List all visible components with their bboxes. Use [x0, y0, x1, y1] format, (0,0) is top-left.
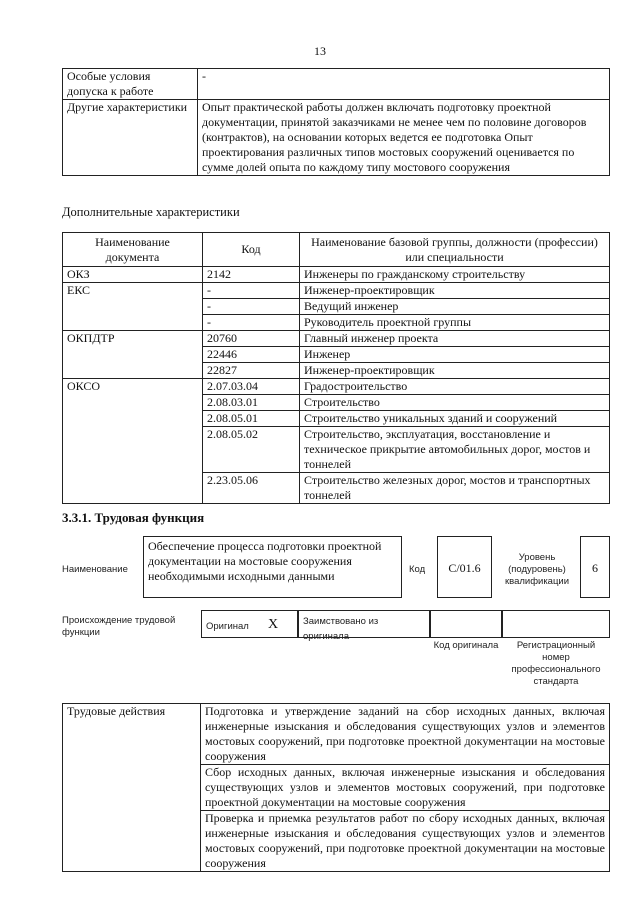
name-cell: Строительство [300, 395, 610, 411]
name-cell: Строительство железных дорог, мостов и транспортных тоннелей [300, 473, 610, 504]
code-cell: 22446 [203, 347, 300, 363]
table-header-row [63, 233, 610, 267]
code-cell: 2.08.05.01 [203, 411, 300, 427]
name-cell: Инженер-проектировщик [300, 283, 610, 299]
code-cell: 2.08.03.01 [203, 395, 300, 411]
reg-number-box [502, 610, 610, 638]
borrowed-label: Заимствовано из оригинала [303, 616, 379, 642]
code-original-label: Код оригинала [433, 640, 499, 651]
name-cell: Главный инженер проекта [300, 331, 610, 347]
section-title: Дополнительные характеристики [62, 205, 240, 219]
name-label: Наименование [62, 564, 128, 575]
name-cell: Строительство, эксплуатация, восстановление и техническое прикрытие автомобильных дорог, мостов и тоннелей [300, 427, 610, 473]
code-cell: 2.07.03.04 [203, 379, 300, 395]
additional-table [62, 232, 610, 504]
code-cell: 2.08.05.02 [203, 427, 300, 473]
name-cell: Ведущий инженер [300, 299, 610, 315]
name-cell: Инженер-проектировщик [300, 363, 610, 379]
name-cell: Строительство уникальных зданий и сооружений [300, 411, 610, 427]
code-value-box: С/01.6 [437, 536, 492, 598]
header-name: Наименование базовой группы, должности (профессии) или специальности [300, 233, 610, 267]
name-cell: Инженер [300, 347, 610, 363]
action-item: Проверка и приемка результатов работ по сбору исходных данных, включая инженерные изыскания и обследования существующих узлов и элементов мостовых сооружений, при подготовке проектной документации на мостовые сооружения [201, 811, 610, 872]
table-row [63, 704, 610, 765]
action-item: Сбор исходных данных, включая инженерные изыскания и обследования существующих узлов и элементов мостовых сооружений, при подготовке проектной документации на мостовые сооружения [201, 765, 610, 811]
code-cell: - [203, 283, 300, 299]
actions-label: Трудовые действия [63, 704, 201, 872]
row-label: Особые условия допуска к работе [63, 69, 198, 100]
page-number: 13 [314, 44, 326, 58]
original-mark: X [268, 617, 279, 632]
code-cell: - [203, 315, 300, 331]
characteristics-table [62, 68, 610, 176]
code-cell: 2142 [203, 267, 300, 283]
name-cell: Руководитель проектной группы [300, 315, 610, 331]
code-cell: 20760 [203, 331, 300, 347]
code-cell: 22827 [203, 363, 300, 379]
doc-cell: ОКПДТР [63, 331, 203, 379]
name-cell: Градостроительство [300, 379, 610, 395]
row-label: Другие характеристики [63, 100, 198, 176]
function-name-box: Обеспечение процесса подготовки проектной документации на мостовые сооружения необходимыми исходными данными [143, 536, 402, 598]
row-value: Опыт практической работы должен включать подготовку проектной документации, принятой заказчиками не менее чем по половине договоров (контрактов), на основании которых ведется ее подготовка Опыт проектирования различных типов мостовых сооружений оценивается по сумме долей опыта по каждому типу мостового сооружения [198, 100, 610, 176]
header-code: Код [203, 233, 300, 267]
origin-label: Происхождение трудовой функции [62, 615, 176, 638]
level-label: Уровень (подуровень) квалификации [504, 552, 570, 587]
code-cell: 2.23.05.06 [203, 473, 300, 504]
table-row [63, 331, 610, 347]
doc-cell: ОКСО [63, 379, 203, 504]
action-item: Подготовка и утверждение заданий на сбор исходных данных, включая инженерные изыскания и обследования существующих узлов и элементов мостовых сооружений, при подготовке проектной документации на мостовые сооружения [201, 704, 610, 765]
name-cell: Инженеры по гражданскому строительству [300, 267, 610, 283]
code-original-box [430, 610, 502, 638]
reg-number-label: Регистрационный номер профессионального стандарта [511, 640, 601, 687]
doc-cell: ЕКС [63, 283, 203, 331]
code-label: Код [409, 564, 426, 575]
actions-table [62, 703, 610, 872]
header-document: Наименование документа [63, 233, 203, 267]
table-row [63, 69, 610, 100]
table-row [63, 379, 610, 395]
function-heading: 3.3.1. Трудовая функция [62, 510, 205, 525]
code-cell: - [203, 299, 300, 315]
table-row [63, 100, 610, 176]
original-label: Оригинал [206, 621, 249, 632]
level-value-box: 6 [580, 536, 610, 598]
row-value: - [198, 69, 610, 100]
doc-cell: ОКЗ [63, 267, 203, 283]
borrowed-box [298, 610, 430, 642]
table-row [63, 267, 610, 283]
table-row [63, 283, 610, 299]
